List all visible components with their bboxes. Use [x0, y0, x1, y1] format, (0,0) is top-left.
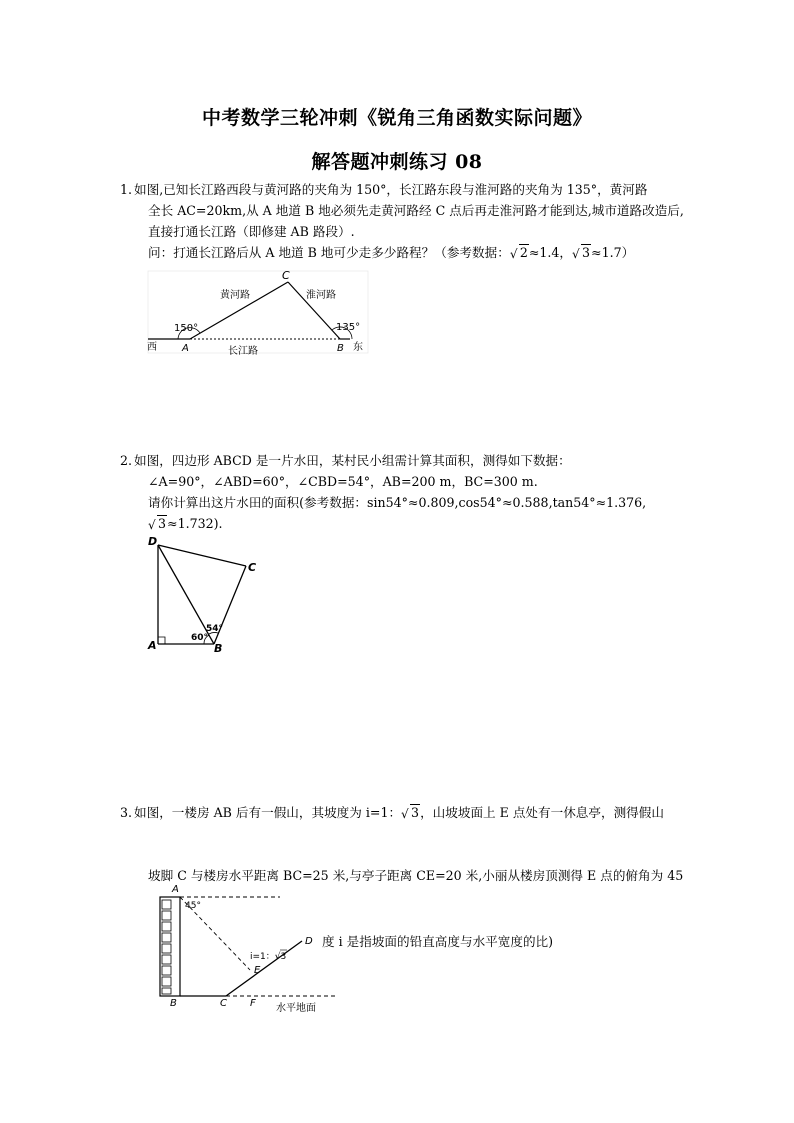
label-angle-45: 45°: [185, 901, 201, 911]
label-a: A: [148, 639, 157, 652]
sqrt-3: √ 3: [148, 516, 167, 532]
label-b: B: [214, 642, 223, 655]
q2-figure: [140, 530, 270, 655]
label-east: 东: [353, 342, 363, 353]
q3-line1-pre: 如图，一楼房 AB 后有一假山，其坡度为 i=1：: [134, 805, 402, 820]
q1-approx2: ≈1.7）: [591, 245, 635, 260]
label-huanghe: 黄河路: [220, 290, 250, 301]
label-angle-60: 60°: [191, 633, 209, 643]
label-b: B: [337, 343, 344, 354]
label-d: D: [148, 535, 158, 548]
label-c: C: [282, 269, 290, 282]
label-angle-54: 54°: [206, 624, 224, 634]
label-b: B: [170, 998, 177, 1009]
label-ground: 水平地面: [276, 1003, 316, 1014]
q3-figure: [150, 880, 350, 1015]
slope-cd: [226, 941, 302, 996]
q1-question: [148, 243, 634, 264]
q2-line4-text: ≈1.732).: [167, 516, 223, 531]
q1-question-text: 问：打通长江路后从 A 地道 B 地可少走多少路程？（参考数据：: [148, 245, 510, 260]
q3-line3: 度 i 是指坡面的铅直高度与水平宽度的比): [322, 934, 554, 949]
slope-radicand: 3: [280, 952, 287, 962]
label-d: D: [305, 936, 313, 947]
sqrt-2: √ 2: [509, 245, 528, 261]
q1-line2: 全长 AC=20km,从 A 地道 B 地必须先走黄河路经 C 点后再走淮河路才能到达,城市道路改造后,: [148, 203, 684, 218]
slope-radical: √: [274, 952, 281, 962]
label-west: 西: [147, 342, 157, 353]
label-f: F: [250, 998, 256, 1009]
q1-figure: [140, 268, 380, 358]
label-angle-135: 135°: [336, 322, 361, 333]
q3-line1-post: ，山坡坡面上 E 点处有一休息亭，测得假山: [420, 805, 664, 820]
q1-line3: 直接打通长江路（即修建 AB 路段）.: [148, 224, 355, 239]
label-changjiang: 长江路: [228, 346, 258, 357]
label-a: A: [182, 343, 189, 354]
q3-number: 3.: [120, 805, 133, 820]
q1-figure-border: [148, 271, 368, 353]
side-cd: [158, 545, 246, 566]
q1-line1: 如图,已知长江路西段与黄河路的夹角为 150°，长江路东段与淮河路的夹角为 135°，黄河路: [134, 182, 648, 197]
page-subtitle: 解答题冲刺练习 08: [311, 151, 483, 173]
q2-number: 2.: [120, 453, 133, 468]
q3-line1: [134, 803, 664, 824]
q2-line2: ∠A=90°，∠ABD=60°，∠CBD=54°，AB=200 m，BC=300 m.: [148, 474, 538, 489]
q2-line3: 请你计算出这片水田的面积(参考数据：sin54°≈0.809,cos54°≈0.588,tan54°≈1.376,: [148, 495, 647, 510]
label-slope: [250, 951, 286, 962]
label-angle-150: 150°: [174, 323, 199, 334]
right-angle-mark: [158, 637, 165, 644]
label-a: A: [172, 884, 179, 895]
label-c: C: [248, 561, 257, 574]
building: [160, 897, 180, 996]
q1-number: 1.: [120, 182, 133, 197]
sqrt-3: √ 3: [401, 805, 420, 821]
q2-line1: 如图，四边形 ABCD 是一片水田，某村民小组需计算其面积，测得如下数据：: [134, 453, 571, 468]
label-huaihe: 淮河路: [306, 290, 336, 301]
sqrt-3: √ 3: [572, 245, 591, 261]
q3-line2: 坡脚 C 与楼房水平距离 BC=25 米,与亭子距离 CE=20 米,小丽从楼房顶测得 E 点的俯角为 45: [148, 868, 684, 883]
page-title: 中考数学三轮冲刺《锐角三角函数实际问题》: [201, 107, 592, 129]
label-e: E: [254, 965, 261, 976]
slope-prefix: i=1：: [250, 952, 275, 962]
label-c: C: [220, 998, 227, 1009]
q1-approx1: ≈1.4，: [528, 245, 573, 260]
